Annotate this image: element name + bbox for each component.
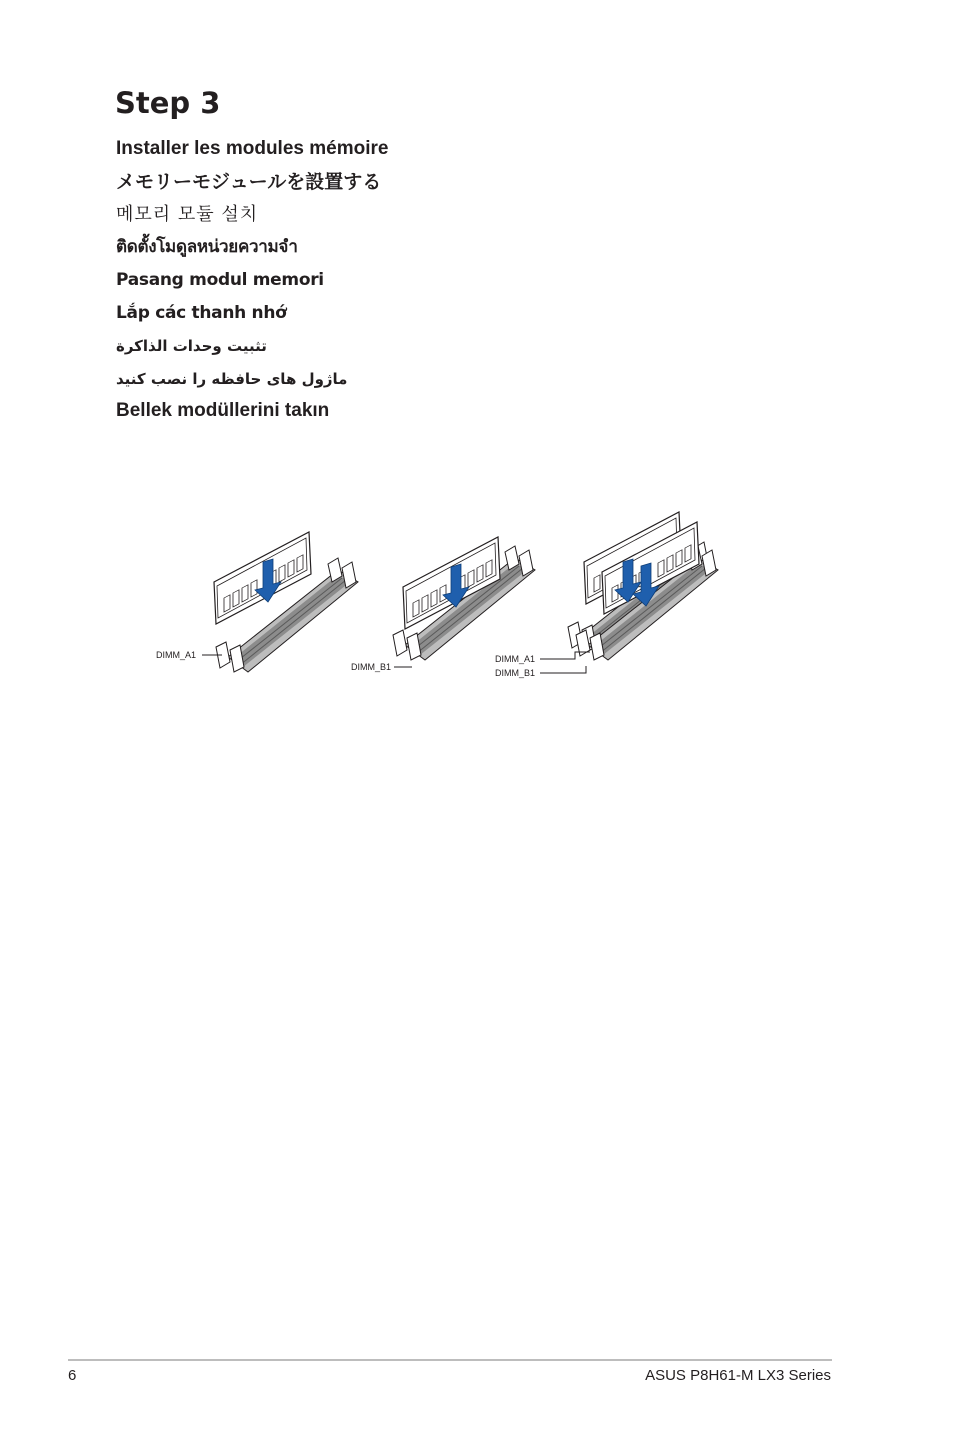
- dimm-panel-a1: [156, 532, 358, 672]
- label-dual-dimm-b1: DIMM_B1: [495, 668, 536, 678]
- page-title: Step 3: [115, 86, 221, 120]
- instruction-vietnamese: Lắp các thanh nhớ: [116, 302, 287, 323]
- instruction-thai: ติดตั้งโมดูลหน่วยความจำ: [116, 237, 298, 258]
- instruction-indonesian: Pasang modul memori: [116, 270, 324, 291]
- instruction-turkish: Bellek modüllerini takın: [116, 400, 330, 422]
- instruction-japanese: メモリーモジュールを設置する: [116, 170, 382, 193]
- page-number: 6: [68, 1367, 77, 1384]
- instruction-persian: ماژول های حافظه را نصب کنید: [116, 369, 348, 388]
- document-title: ASUS P8H61-M LX3 Series: [645, 1367, 831, 1384]
- instruction-korean: 메모리 모듈 설치: [116, 203, 259, 225]
- label-dimm-a1: DIMM_A1: [156, 650, 197, 660]
- dimm-panel-b1: [351, 537, 535, 672]
- dimm-panel-dual: [495, 512, 718, 678]
- dimm-installation-figure: [150, 462, 720, 682]
- instruction-arabic: تثبيت وحدات الذاكرة: [116, 336, 267, 355]
- label-dimm-b1: DIMM_B1: [351, 662, 392, 672]
- label-dual-dimm-a1: DIMM_A1: [495, 654, 536, 664]
- instruction-lines: [116, 137, 716, 432]
- footer-divider: [68, 1359, 832, 1361]
- instruction-french: Installer les modules mémoire: [116, 138, 389, 159]
